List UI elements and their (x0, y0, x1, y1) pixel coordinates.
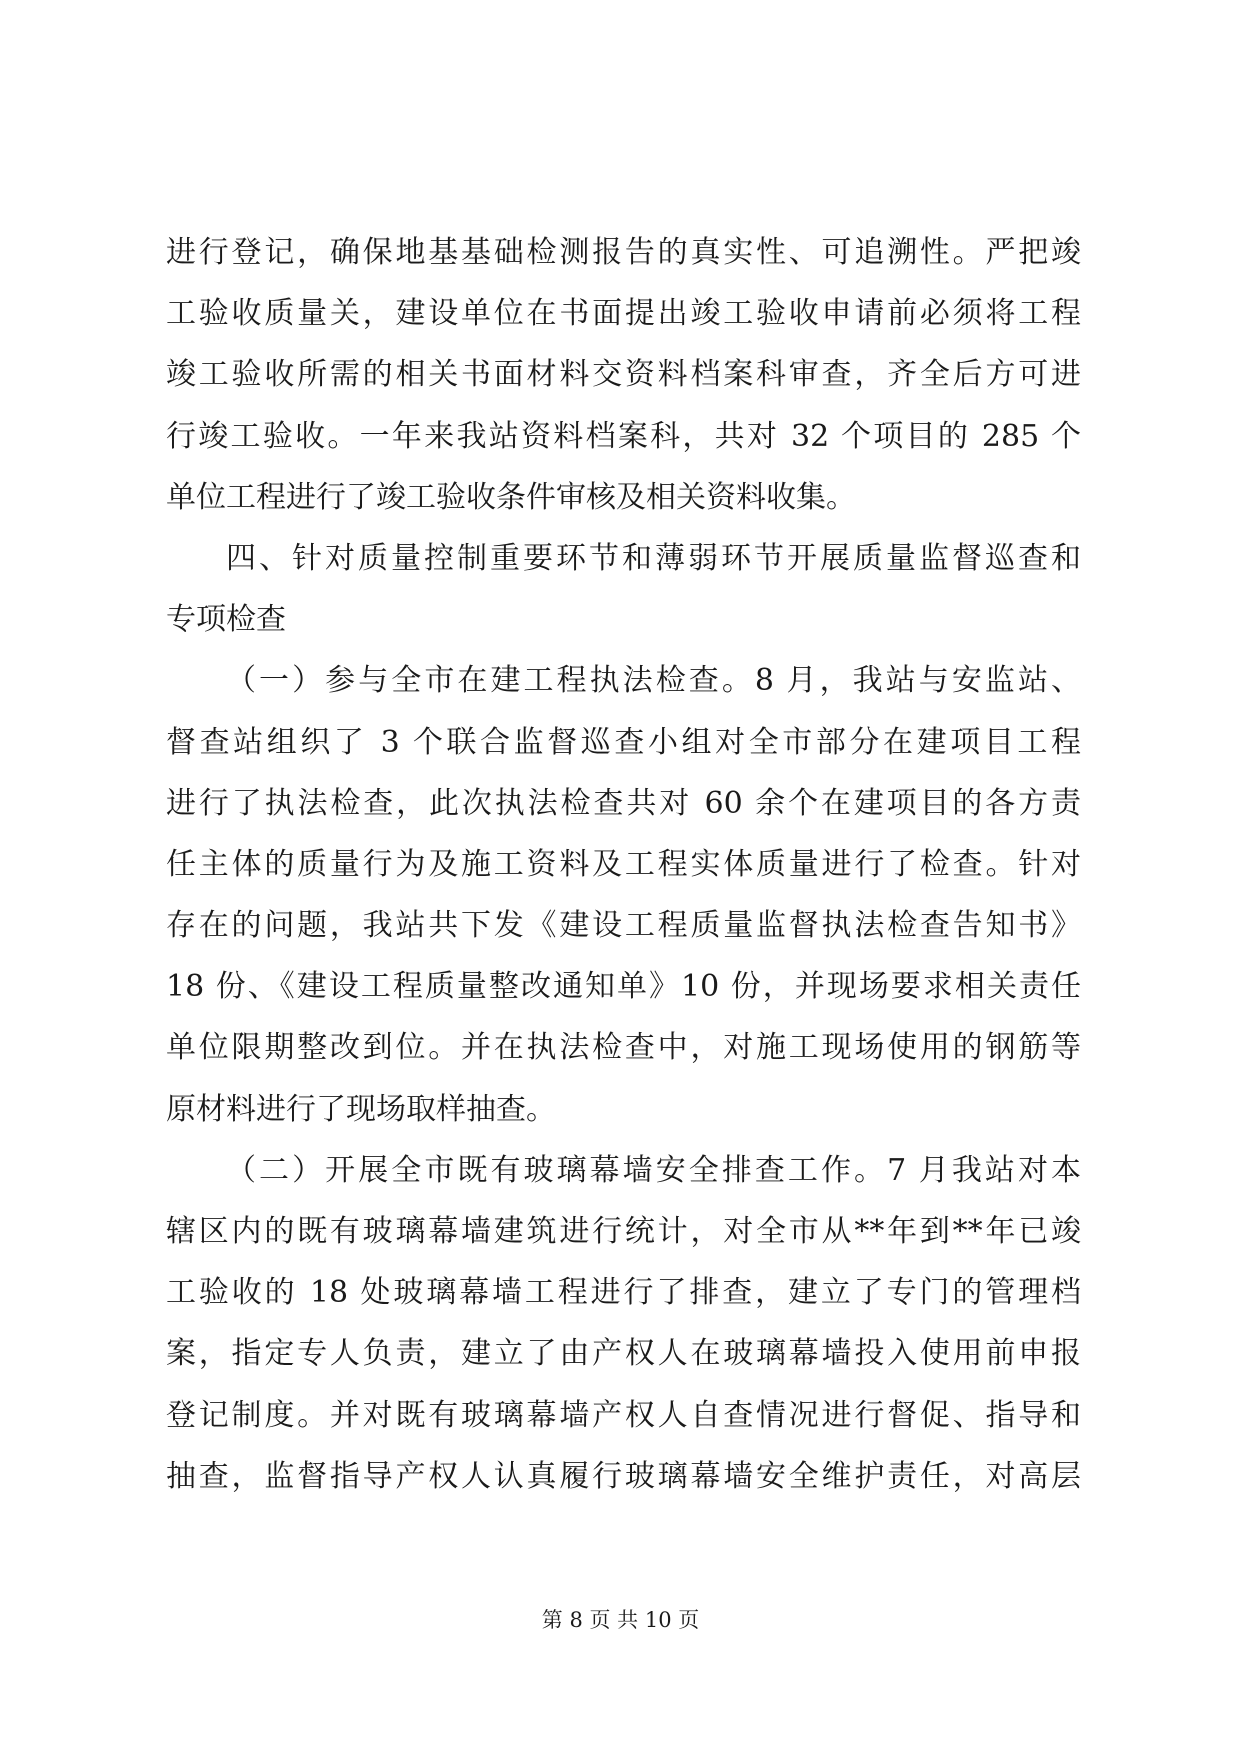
section-heading-line: 专项检查 (166, 602, 286, 638)
text-line: 单位工程进行了竣工验收条件审核及相关资料收集。 (166, 479, 856, 515)
text-line: 存在的问题，我站共下发《建设工程质量监督执法检查告知书》 (166, 908, 1081, 944)
text-line: （二）开展全市既有玻璃幕墙安全排查工作。7 月我站对本 (226, 1152, 1081, 1188)
text-line: 行竣工验收。一年来我站资料档案科，共对 32 个项目的 285 个 (166, 418, 1081, 454)
body-text (166, 222, 1081, 1507)
text-line: 竣工验收所需的相关书面材料交资料档案科审查，齐全后方可进 (166, 357, 1081, 393)
text-line: 进行了执法检查，此次执法检查共对 60 余个在建项目的各方责 (166, 785, 1081, 821)
text-line: 原材料进行了现场取样抽查。 (166, 1091, 556, 1127)
text-line: 案，指定专人负责，建立了由产权人在玻璃幕墙投入使用前申报 (166, 1336, 1081, 1372)
text-line: （一）参与全市在建工程执法检查。8 月，我站与安监站、 (226, 663, 1081, 699)
text-line: 单位限期整改到位。并在执法检查中，对施工现场使用的钢筋等 (166, 1030, 1081, 1066)
text-line: 登记制度。并对既有玻璃幕墙产权人自查情况进行督促、指导和 (166, 1397, 1081, 1433)
text-line: 督查站组织了 3 个联合监督巡查小组对全市部分在建项目工程 (166, 724, 1081, 760)
text-line: 18 份、《建设工程质量整改通知单》10 份，并现场要求相关责任 (166, 969, 1081, 1005)
text-line: 工验收的 18 处玻璃幕墙工程进行了排查，建立了专门的管理档 (166, 1275, 1081, 1311)
section-heading-line: 四、针对质量控制重要环节和薄弱环节开展质量监督巡查和 (226, 540, 1081, 576)
text-line: 工验收质量关，建设单位在书面提出竣工验收申请前必须将工程 (166, 296, 1081, 332)
text-line: 任主体的质量行为及施工资料及工程实体质量进行了检查。针对 (166, 846, 1081, 882)
page-number-footer: 第 8 页 共 10 页 (541, 1608, 700, 1632)
text-line: 抽查，监督指导产权人认真履行玻璃幕墙安全维护责任，对高层 (166, 1458, 1081, 1494)
text-line: 进行登记，确保地基基础检测报告的真实性、可追溯性。严把竣 (166, 235, 1081, 270)
text-line: 辖区内的既有玻璃幕墙建筑进行统计，对全市从**年到**年已竣 (166, 1214, 1081, 1249)
